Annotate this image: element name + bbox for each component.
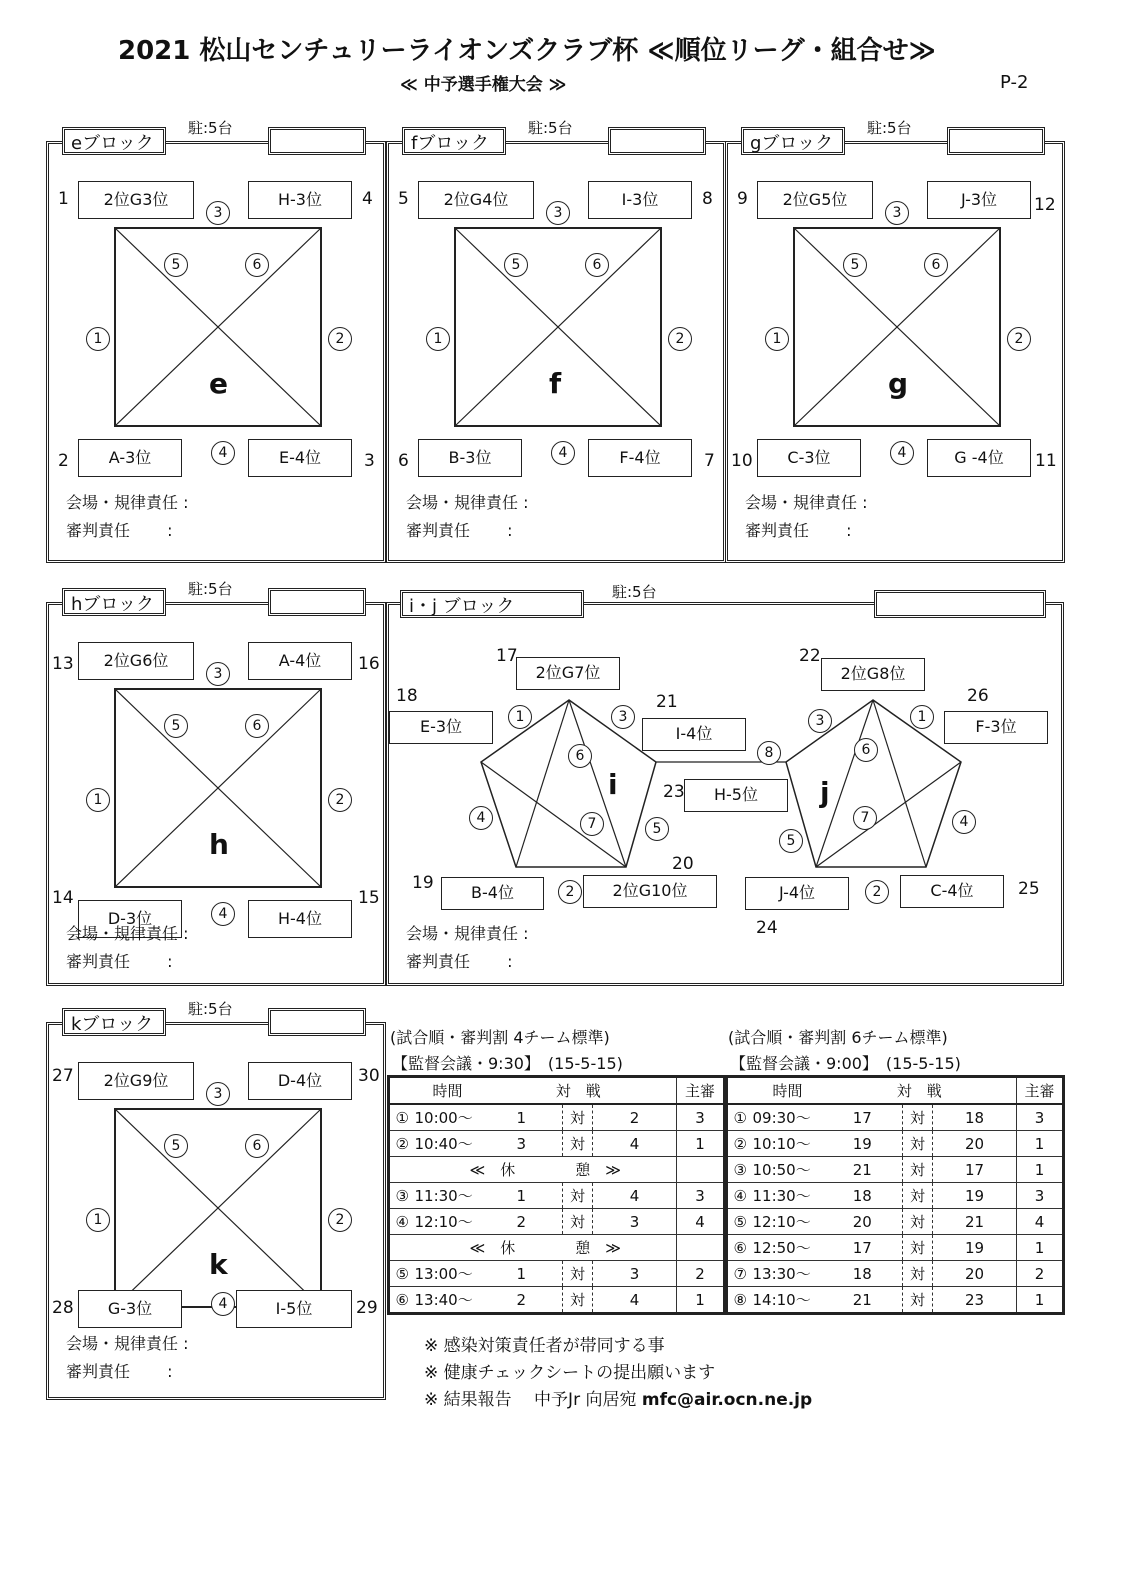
- versus: 対: [903, 1261, 933, 1287]
- schedule-row: [727, 1131, 1064, 1157]
- team-25: C-4位: [900, 875, 1004, 908]
- ij-staff: [406, 920, 528, 976]
- block-h-seed-4: 15: [358, 888, 380, 908]
- referee-label: 審判責任 :: [66, 952, 173, 971]
- ij-match-8: 8: [757, 741, 781, 765]
- block-k-match-1: 1: [86, 1208, 110, 1232]
- match-time: 10:40～: [415, 1131, 481, 1157]
- block-g-team-1: 2位G5位: [757, 181, 873, 219]
- ij-match-i-7: 7: [580, 812, 604, 836]
- report-prefix: ※ 結果報告 中予Jr 向居宛: [424, 1390, 637, 1410]
- referee: 1: [1017, 1235, 1064, 1261]
- ij-match-j-6: 6: [854, 738, 878, 762]
- block-f-letter: f: [549, 367, 562, 400]
- match-number: ②: [389, 1131, 415, 1157]
- match-number: ①: [389, 1104, 415, 1131]
- match-time: 13:30～: [753, 1261, 823, 1287]
- block-k-team-3: G-3位: [78, 1290, 182, 1328]
- schedule-row: [727, 1157, 1064, 1183]
- versus: 対: [903, 1157, 933, 1183]
- team-a: 2: [481, 1287, 563, 1314]
- block-f-team-2: I-3位: [588, 181, 692, 219]
- match-time: 11:30～: [415, 1183, 481, 1209]
- block-h-match-5: 5: [164, 714, 188, 738]
- seed-17: 17: [496, 646, 518, 666]
- schedule4-meeting: 【監督会議・9:30】 (15-5-15): [392, 1054, 623, 1073]
- block-h-match-1: 1: [86, 788, 110, 812]
- referee: 1: [1017, 1287, 1064, 1314]
- block-k-seed-4: 29: [356, 1298, 378, 1318]
- ij-match-i-2: 2: [558, 880, 582, 904]
- block-f-seed-1: 5: [398, 189, 409, 209]
- break-label: ≪ 休 憩 ≫: [415, 1235, 677, 1261]
- match-time: 12:50～: [753, 1235, 823, 1261]
- schedule-cell: [677, 1157, 725, 1183]
- ij-match-i-1: 1: [508, 705, 532, 729]
- block-g-team-4: G -4位: [927, 439, 1031, 477]
- team-a: 1: [481, 1183, 563, 1209]
- block-f-parking: 駐:5台: [528, 119, 573, 137]
- block-e-seed-1: 1: [58, 189, 69, 209]
- seed-25: 25: [1018, 879, 1040, 899]
- versus: 対: [563, 1209, 593, 1235]
- team-a: 21: [823, 1157, 903, 1183]
- referee: 2: [1017, 1261, 1064, 1287]
- team-b: 4: [593, 1131, 677, 1157]
- schedule-cell: [389, 1235, 415, 1261]
- schedule-row: [389, 1183, 725, 1209]
- note-2: ※ 健康チェックシートの提出願います: [424, 1363, 716, 1383]
- ij-parking: 駐:5台: [612, 583, 657, 601]
- block-e-match-3: 3: [206, 201, 230, 225]
- match-time: 10:10～: [753, 1131, 823, 1157]
- referee: 3: [1017, 1104, 1064, 1131]
- block-e-seed-2: 4: [362, 189, 373, 209]
- team-b: 23: [933, 1287, 1017, 1314]
- block-f-match-6: 6: [585, 253, 609, 277]
- schedule-header-row: [727, 1077, 1064, 1105]
- block-g-note-box: [947, 127, 1045, 155]
- match-number: ④: [727, 1183, 753, 1209]
- team-21: I-4位: [642, 718, 746, 751]
- block-k-team-2: D-4位: [248, 1062, 352, 1100]
- block-f-team-4: F-4位: [588, 439, 692, 477]
- block-e-match-5: 5: [164, 253, 188, 277]
- referee: 3: [1017, 1183, 1064, 1209]
- block-g-seed-4: 11: [1035, 451, 1057, 471]
- referee: 1: [677, 1131, 725, 1157]
- note-report: [424, 1387, 812, 1414]
- match-time: 09:30～: [753, 1104, 823, 1131]
- block-h-team-1: 2位G6位: [78, 642, 194, 680]
- schedule-table-4teams: [387, 1075, 726, 1315]
- schedule6-meeting: 【監督会議・9:00】 (15-5-15): [730, 1054, 961, 1073]
- referee-label: 審判責任 :: [406, 952, 513, 971]
- page-title: 2021 松山センチュリーライオンズクラブ杯 ≪順位リーグ・組合せ≫: [118, 36, 936, 66]
- referee: 1: [1017, 1157, 1064, 1183]
- versus: 対: [563, 1104, 593, 1131]
- schedule-row: [727, 1261, 1064, 1287]
- match-number: ⑧: [727, 1287, 753, 1314]
- team-b: 3: [593, 1261, 677, 1287]
- schedule-row: [389, 1209, 725, 1235]
- schedule4-title: (試合順・審判割 4チーム標準): [390, 1028, 610, 1047]
- ij-match-i-6: 6: [568, 744, 592, 768]
- block-h-team-2: A-4位: [248, 642, 352, 680]
- versus: 対: [903, 1183, 933, 1209]
- ij-match-i-5: 5: [645, 817, 669, 841]
- seed-24: 24: [756, 918, 778, 938]
- versus: 対: [563, 1261, 593, 1287]
- block-k-match-2: 2: [328, 1208, 352, 1232]
- versus: 対: [563, 1183, 593, 1209]
- seed-19: 19: [412, 873, 434, 893]
- team-a: 20: [823, 1209, 903, 1235]
- match-time: 10:50～: [753, 1157, 823, 1183]
- referee: 3: [677, 1104, 725, 1131]
- match-number: ⑥: [389, 1287, 415, 1314]
- block-k-parking: 駐:5台: [188, 1000, 233, 1018]
- referee-label: 審判責任 :: [745, 521, 852, 540]
- block-e-team-1: 2位G3位: [78, 181, 194, 219]
- schedule-header-cell: [389, 1077, 415, 1105]
- block-k-match-3: 3: [206, 1082, 230, 1106]
- match-time: 11:30～: [753, 1183, 823, 1209]
- block-h-match-6: 6: [245, 714, 269, 738]
- block-k-match-6: 6: [245, 1134, 269, 1158]
- block-e-parking: 駐:5台: [188, 119, 233, 137]
- match-number: ④: [389, 1209, 415, 1235]
- block-f-match-5: 5: [504, 253, 528, 277]
- match-number: ③: [389, 1183, 415, 1209]
- referee: 1: [1017, 1131, 1064, 1157]
- schedule-header-cell: [727, 1077, 753, 1105]
- block-e-team-4: E-4位: [248, 439, 352, 477]
- block-h-team-3: D-3位: [78, 900, 182, 938]
- match-number: ⑦: [727, 1261, 753, 1287]
- page-header: [0, 0, 1136, 110]
- block-h-staff: [66, 920, 188, 976]
- report-email[interactable]: mfc@air.ocn.ne.jp: [641, 1390, 813, 1410]
- ij-letter-i: i: [608, 768, 618, 801]
- match-number: ⑤: [727, 1209, 753, 1235]
- block-h-match-4: 4: [211, 902, 235, 926]
- block-g-tag: gブロック: [741, 127, 845, 155]
- block-h-match-3: 3: [206, 662, 230, 686]
- block-g-match-4: 4: [890, 441, 914, 465]
- block-f-seed-3: 6: [398, 451, 409, 471]
- block-f-match-3: 3: [546, 201, 570, 225]
- block-k-match-4: 4: [211, 1292, 235, 1316]
- block-g-staff: [745, 489, 867, 545]
- team-b: 18: [933, 1104, 1017, 1131]
- block-f-match-4: 4: [551, 441, 575, 465]
- block-k-letter: k: [209, 1248, 228, 1281]
- team-b: 4: [593, 1287, 677, 1314]
- team-b: 21: [933, 1209, 1017, 1235]
- block-f-team-1: 2位G4位: [418, 181, 534, 219]
- block-g-seed-3: 10: [731, 451, 753, 471]
- match-number: ⑥: [727, 1235, 753, 1261]
- seed-20: 20: [672, 854, 694, 874]
- versus: 対: [903, 1209, 933, 1235]
- block-g-team-2: J-3位: [927, 181, 1031, 219]
- schedule-header-cell: 対 戦: [823, 1077, 1017, 1105]
- schedule-header-cell: 主審: [1017, 1077, 1064, 1105]
- versus: 対: [563, 1131, 593, 1157]
- team-b: 19: [933, 1235, 1017, 1261]
- block-k-seed-3: 28: [52, 1298, 74, 1318]
- block-e-match-6: 6: [245, 253, 269, 277]
- referee-label: 審判責任 :: [66, 1362, 173, 1381]
- block-f-staff: [406, 489, 528, 545]
- schedule-row: [727, 1104, 1064, 1131]
- block-g-seed-2: 12: [1034, 195, 1056, 215]
- referee: 3: [677, 1183, 725, 1209]
- referee-label: 審判責任 :: [406, 521, 513, 540]
- seed-22: 22: [799, 646, 821, 666]
- schedule-row: [389, 1104, 725, 1131]
- referee-label: 審判責任 :: [66, 521, 173, 540]
- ij-match-i-3: 3: [611, 705, 635, 729]
- match-number: ③: [727, 1157, 753, 1183]
- team-b: 20: [933, 1131, 1017, 1157]
- block-h-seed-2: 16: [358, 654, 380, 674]
- block-e-staff: [66, 489, 188, 545]
- block-f-tag: fブロック: [402, 127, 506, 155]
- schedule-row: [389, 1131, 725, 1157]
- block-h-seed-3: 14: [52, 888, 74, 908]
- block-h-seed-1: 13: [52, 654, 74, 674]
- team-b: 2: [593, 1104, 677, 1131]
- team-a: 21: [823, 1287, 903, 1314]
- block-h-parking: 駐:5台: [188, 580, 233, 598]
- block-e-letter: e: [209, 367, 228, 400]
- block-e-team-3: A-3位: [78, 439, 182, 477]
- team-a: 1: [481, 1261, 563, 1287]
- schedule-cell: [389, 1157, 415, 1183]
- match-time: 10:00～: [415, 1104, 481, 1131]
- schedule-row: [389, 1235, 725, 1261]
- block-e-note-box: [268, 127, 366, 155]
- referee: 1: [677, 1287, 725, 1314]
- ij-match-i-4: 4: [469, 806, 493, 830]
- block-g-match-5: 5: [843, 253, 867, 277]
- team-b: 19: [933, 1183, 1017, 1209]
- team-17: 2位G7位: [516, 657, 620, 690]
- schedule-table-6teams: [725, 1075, 1065, 1315]
- venue-label: 会場・規律責任 :: [745, 493, 868, 512]
- team-24: J-4位: [745, 877, 849, 910]
- team-b: 20: [933, 1261, 1017, 1287]
- schedule-row: [727, 1183, 1064, 1209]
- block-g-seed-1: 9: [737, 189, 748, 209]
- block-h-team-4: H-4位: [248, 900, 352, 938]
- block-f-seed-2: 8: [702, 189, 713, 209]
- ij-block-tag: i・j ブロック: [400, 590, 584, 618]
- ij-match-j-7: 7: [853, 806, 877, 830]
- block-e-match-2: 2: [328, 327, 352, 351]
- block-g-team-3: C-3位: [757, 439, 861, 477]
- match-number: ①: [727, 1104, 753, 1131]
- ij-match-j-5: 5: [779, 829, 803, 853]
- block-f-match-2: 2: [668, 327, 692, 351]
- block-k-match-5: 5: [164, 1134, 188, 1158]
- block-f-note-box: [608, 127, 706, 155]
- schedule-row: [727, 1235, 1064, 1261]
- schedule6-title: (試合順・審判割 6チーム標準): [728, 1028, 948, 1047]
- match-time: 12:10～: [753, 1209, 823, 1235]
- referee: 4: [677, 1209, 725, 1235]
- block-g-match-2: 2: [1007, 327, 1031, 351]
- block-h-letter: h: [209, 828, 229, 861]
- versus: 対: [563, 1287, 593, 1314]
- team-18: E-3位: [389, 711, 493, 744]
- block-k-seed-1: 27: [52, 1066, 74, 1086]
- block-h-tag: hブロック: [62, 588, 166, 616]
- versus: 対: [903, 1287, 933, 1314]
- ij-letter-j: j: [820, 776, 830, 809]
- block-k-staff: [66, 1330, 188, 1386]
- notes: [424, 1333, 812, 1414]
- block-k-seed-2: 30: [358, 1066, 380, 1086]
- venue-label: 会場・規律責任 :: [406, 924, 529, 943]
- block-k-team-1: 2位G9位: [78, 1062, 194, 1100]
- venue-label: 会場・規律責任 :: [66, 1334, 189, 1353]
- block-e-team-2: H-3位: [248, 181, 352, 219]
- match-number: ②: [727, 1131, 753, 1157]
- seed-23: 23: [663, 782, 685, 802]
- team-22: 2位G8位: [821, 658, 925, 691]
- team-b: 17: [933, 1157, 1017, 1183]
- block-k-note-box: [268, 1008, 366, 1036]
- block-h-match-2: 2: [328, 788, 352, 812]
- schedule-row: [727, 1287, 1064, 1314]
- seed-26: 26: [967, 686, 989, 706]
- seed-21: 21: [656, 692, 678, 712]
- block-g-match-6: 6: [924, 253, 948, 277]
- schedule-row: [389, 1287, 725, 1314]
- schedule-row: [727, 1209, 1064, 1235]
- match-time: 13:00～: [415, 1261, 481, 1287]
- block-f-seed-4: 7: [704, 451, 715, 471]
- venue-label: 会場・規律責任 :: [406, 493, 529, 512]
- team-a: 3: [481, 1131, 563, 1157]
- block-g-match-3: 3: [885, 201, 909, 225]
- referee: 4: [1017, 1209, 1064, 1235]
- venue-label: 会場・規律責任 :: [66, 493, 189, 512]
- team-a: 17: [823, 1235, 903, 1261]
- team-a: 17: [823, 1104, 903, 1131]
- versus: 対: [903, 1104, 933, 1131]
- ij-match-j-1: 1: [910, 705, 934, 729]
- block-e-match-4: 4: [211, 441, 235, 465]
- team-b: 4: [593, 1183, 677, 1209]
- team-20: 2位G10位: [583, 875, 717, 908]
- team-a: 18: [823, 1261, 903, 1287]
- schedule-header-cell: 主審: [677, 1077, 725, 1105]
- team-23: H-5位: [684, 779, 788, 812]
- schedule-row: [389, 1157, 725, 1183]
- schedule-header-cell: 対 戦: [481, 1077, 677, 1105]
- block-g-letter: g: [888, 367, 909, 400]
- block-k-team-4: I-5位: [236, 1290, 352, 1328]
- team-19: B-4位: [441, 877, 544, 910]
- break-label: ≪ 休 憩 ≫: [415, 1157, 677, 1183]
- versus: 対: [903, 1131, 933, 1157]
- page-subtitle: ≪ 中予選手権大会 ≫: [400, 75, 567, 95]
- match-time: 14:10～: [753, 1287, 823, 1314]
- schedule-header-cell: 時間: [415, 1077, 481, 1105]
- block-h-note-box: [268, 588, 366, 616]
- venue-label: 会場・規律責任 :: [66, 924, 189, 943]
- block-k-tag: kブロック: [62, 1008, 166, 1036]
- ij-match-j-4: 4: [952, 810, 976, 834]
- block-e-tag: eブロック: [62, 127, 166, 155]
- schedule-header-row: [389, 1077, 725, 1105]
- team-a: 19: [823, 1131, 903, 1157]
- team-26: F-3位: [944, 711, 1048, 744]
- block-f-match-1: 1: [426, 327, 450, 351]
- block-e-match-1: 1: [86, 327, 110, 351]
- referee: 2: [677, 1261, 725, 1287]
- team-a: 18: [823, 1183, 903, 1209]
- team-b: 3: [593, 1209, 677, 1235]
- note-1: ※ 感染対策責任者が帯同する事: [424, 1336, 665, 1356]
- block-e-seed-4: 3: [364, 451, 375, 471]
- match-number: ⑤: [389, 1261, 415, 1287]
- match-time: 12:10～: [415, 1209, 481, 1235]
- team-a: 2: [481, 1209, 563, 1235]
- schedule-header-cell: 時間: [753, 1077, 823, 1105]
- ij-match-j-3: 3: [808, 709, 832, 733]
- schedule-row: [389, 1261, 725, 1287]
- block-g-match-1: 1: [765, 327, 789, 351]
- schedule-cell: [677, 1235, 725, 1261]
- ij-match-j-2: 2: [865, 880, 889, 904]
- block-g-parking: 駐:5台: [867, 119, 912, 137]
- block-f-team-3: B-3位: [418, 439, 522, 477]
- seed-18: 18: [396, 686, 418, 706]
- block-e-seed-3: 2: [58, 451, 69, 471]
- match-time: 13:40～: [415, 1287, 481, 1314]
- versus: 対: [903, 1235, 933, 1261]
- team-a: 1: [481, 1104, 563, 1131]
- page-code: P-2: [1000, 72, 1029, 93]
